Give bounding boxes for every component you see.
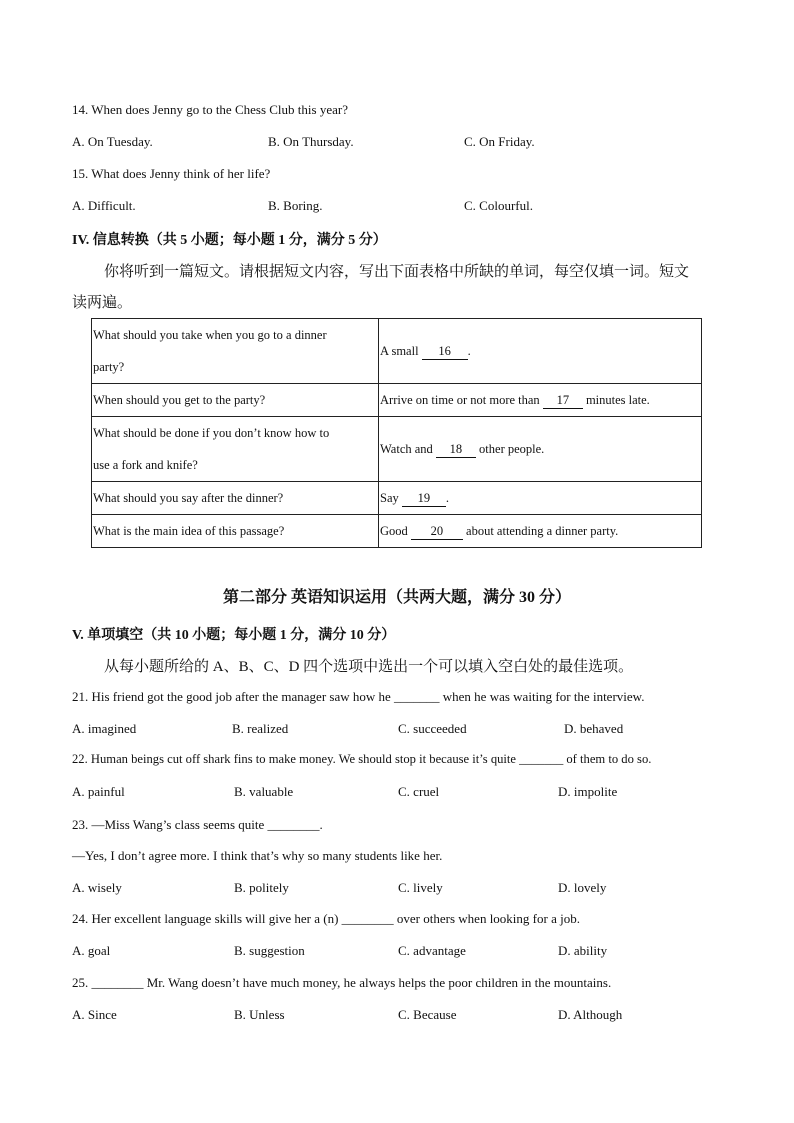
q24-option-c: C. advantage: [398, 943, 466, 958]
answer-blank-16[interactable]: 16: [422, 344, 468, 360]
answer-blank-19[interactable]: 19: [402, 491, 446, 507]
table-question: What is the main idea of this passage?: [92, 515, 379, 548]
q25-option-b: B. Unless: [234, 1007, 285, 1022]
section-v-instruction: 从每小题所给的 A、B、C、D 四个选项中选出一个可以填入空白处的最佳选项。: [104, 659, 634, 675]
q15-option-b: B. Boring.: [268, 198, 323, 213]
table-answer: Arrive on time or not more than 17 minutes late.: [379, 384, 702, 417]
q25-option-a: A. Since: [72, 1007, 117, 1022]
q23-option-a: A. wisely: [72, 880, 122, 895]
answer-blank-20[interactable]: 20: [411, 524, 463, 540]
q24-option-b: B. suggestion: [234, 943, 305, 958]
q23-option-c: C. lively: [398, 880, 443, 895]
part-two-title: 第二部分 英语知识运用（共两大题，满分 30 分）: [222, 589, 571, 606]
q15-option-a: A. Difficult.: [72, 198, 136, 213]
q23-option-b: B. politely: [234, 880, 289, 895]
table-answer: Watch and 18 other people.: [379, 417, 702, 482]
answer-blank-17[interactable]: 17: [543, 393, 583, 409]
question-22: 22. Human beings cut off shark fins to make money. We should stop it because it’s quite _______ of them to do so.: [72, 752, 652, 766]
table-question: When should you get to the party?: [92, 384, 379, 417]
question-24: 24. Her excellent language skills will give her a (n) ________ over others when looking for a job.: [72, 911, 580, 926]
answer-blank-18[interactable]: 18: [436, 442, 476, 458]
section-iv-instruction-2: 读两遍。: [72, 295, 133, 311]
q21-option-b: B. realized: [232, 721, 289, 736]
q21-option-a: A. imagined: [72, 721, 137, 736]
table-row: [92, 515, 702, 548]
section-v-heading: V. 单项填空（共 10 小题；每小题 1 分，满分 10 分）: [72, 628, 396, 643]
q21-option-c: C. succeeded: [398, 721, 467, 736]
q25-option-d: D. Although: [558, 1007, 623, 1022]
q24-option-d: D. ability: [558, 943, 608, 958]
q25-option-c: C. Because: [398, 1007, 457, 1022]
section-iv-instruction-1: 你将听到一篇短文。请根据短文内容，写出下面表格中所缺的单词，每空仅填一词。短文: [104, 264, 690, 280]
q24-option-a: A. goal: [72, 943, 111, 958]
q21-option-d: D. behaved: [564, 721, 624, 736]
q22-option-d: D. impolite: [558, 784, 618, 799]
q14-option-b: B. On Thursday.: [268, 134, 354, 149]
q14-option-c: C. On Friday.: [464, 134, 535, 149]
question-25: 25. ________ Mr. Wang doesn’t have much money, he always helps the poor children in the mountains.: [72, 975, 612, 990]
table-row: [92, 319, 702, 384]
table-row: [92, 482, 702, 515]
table-question: What should you take when you go to a dinner party?: [92, 319, 379, 384]
q14-option-a: A. On Tuesday.: [72, 134, 153, 149]
question-15: 15. What does Jenny think of her life?: [72, 166, 271, 181]
question-23-response: —Yes, I don’t agree more. I think that’s why so many students like her.: [72, 848, 443, 863]
q22-option-b: B. valuable: [234, 784, 294, 799]
table-answer: A small 16 .: [379, 319, 702, 384]
q22-option-c: C. cruel: [398, 784, 440, 799]
section-iv-heading: IV. 信息转换（共 5 小题；每小题 1 分，满分 5 分）: [72, 233, 387, 248]
table-answer: Say 19 .: [379, 482, 702, 515]
question-23: 23. —Miss Wang’s class seems quite ________.: [72, 817, 323, 832]
table-question: What should be done if you don’t know how to use a fork and knife?: [92, 417, 379, 482]
question-21: 21. His friend got the good job after the manager saw how he _______ when he was waiting for the interview.: [72, 689, 645, 704]
table-answer: Good 20 about attending a dinner party.: [379, 515, 702, 548]
table-row: [92, 417, 702, 482]
q22-option-a: A. painful: [72, 784, 125, 799]
q15-option-c: C. Colourful.: [464, 198, 533, 213]
question-14: 14. When does Jenny go to the Chess Club this year?: [72, 102, 348, 117]
info-table: [91, 318, 702, 548]
q23-option-d: D. lovely: [558, 880, 607, 895]
table-question: What should you say after the dinner?: [92, 482, 379, 515]
table-row: [92, 384, 702, 417]
